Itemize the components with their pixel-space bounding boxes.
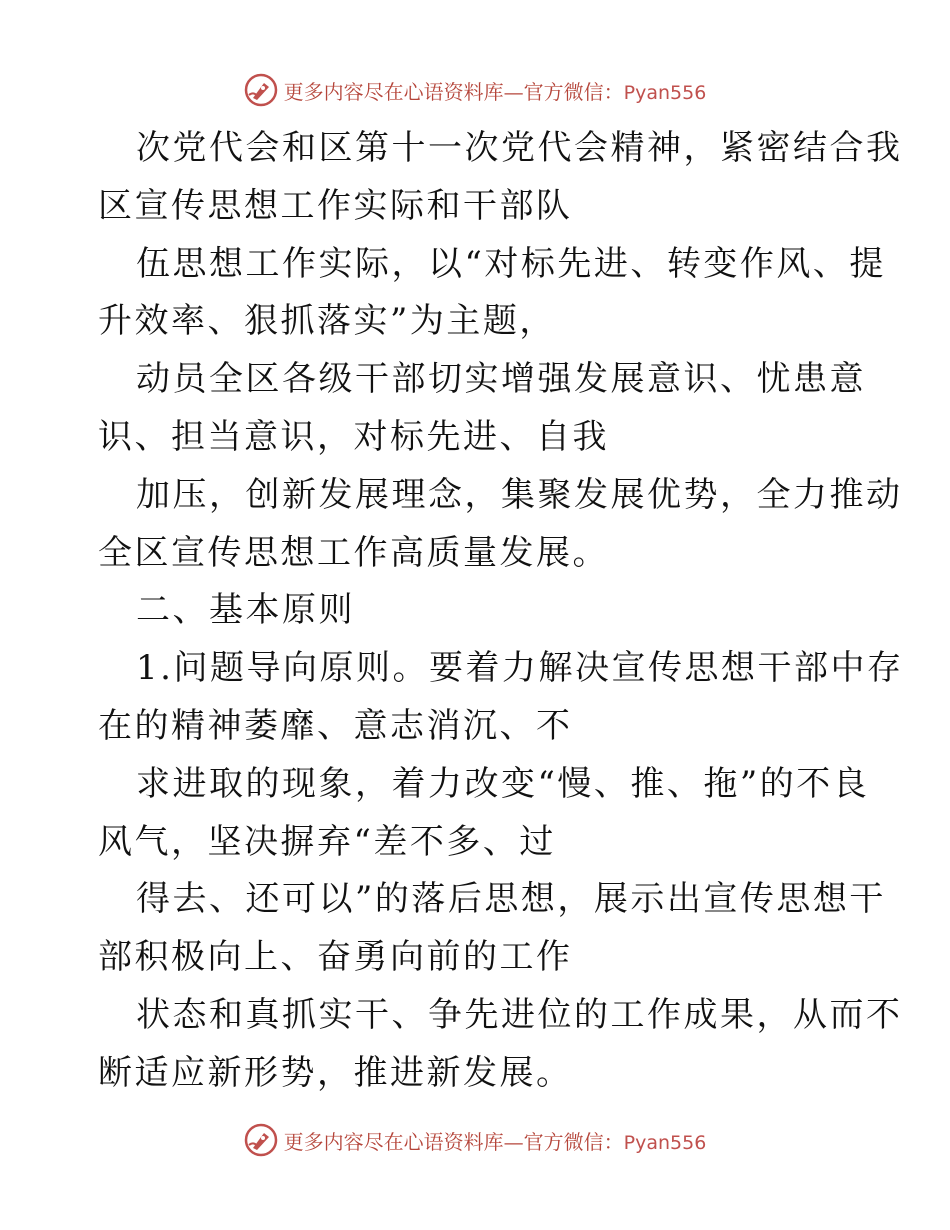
footer-banner-label: 更多内容尽在心语资料库—官方微信： [283, 1129, 624, 1154]
header-banner-label: 更多内容尽在心语资料库—官方微信： [283, 79, 624, 104]
body-line: 识、担当意识，对标先进、自我 [98, 416, 609, 457]
document-body [98, 120, 904, 1103]
body-line: 升效率、狠抓落实”为主题， [98, 301, 556, 342]
body-line: 区宣传思想工作实际和干部队 [98, 185, 573, 226]
header-banner-text [284, 76, 707, 105]
section-heading: 二、基本原则 [136, 590, 355, 631]
footer-banner-text [284, 1126, 707, 1155]
body-line: 伍思想工作实际，以“对标先进、转变作风、提 [136, 243, 886, 284]
footer-banner-contact: Pyan556 [623, 1131, 707, 1154]
body-line: 全区宣传思想工作高质量发展。 [98, 532, 609, 573]
body-line: 得去、还可以”的落后思想，展示出宣传思想干 [136, 879, 886, 920]
body-line: 加压，创新发展理念，集聚发展优势，全力推动 [136, 474, 903, 515]
body-line: 部积极向上、奋勇向前的工作 [98, 937, 573, 978]
body-line: 求进取的现象，着力改变“慢、推、拖”的不良 [136, 763, 870, 804]
body-line: 断适应新形势，推进新发展。 [98, 1052, 573, 1093]
body-line: 动员全区各级干部切实增强发展意识、忧患意 [136, 359, 866, 400]
body-line: 风气，坚决摒弃“差不多、过 [98, 821, 556, 862]
body-line: 1.问题导向原则。要着力解决宣传思想干部中存 [136, 648, 904, 689]
pen-nib-logo-icon [244, 73, 278, 107]
body-line: 在的精神萎靡、意志消沉、不 [98, 705, 573, 746]
header-banner-contact: Pyan556 [623, 81, 707, 104]
body-line: 状态和真抓实干、争先进位的工作成果，从而不 [136, 994, 903, 1035]
body-line: 次党代会和区第十一次党代会精神，紧密结合我 [136, 128, 903, 168]
footer-banner [0, 1120, 950, 1160]
header-banner [0, 70, 950, 110]
pen-nib-logo-icon [244, 1123, 278, 1157]
